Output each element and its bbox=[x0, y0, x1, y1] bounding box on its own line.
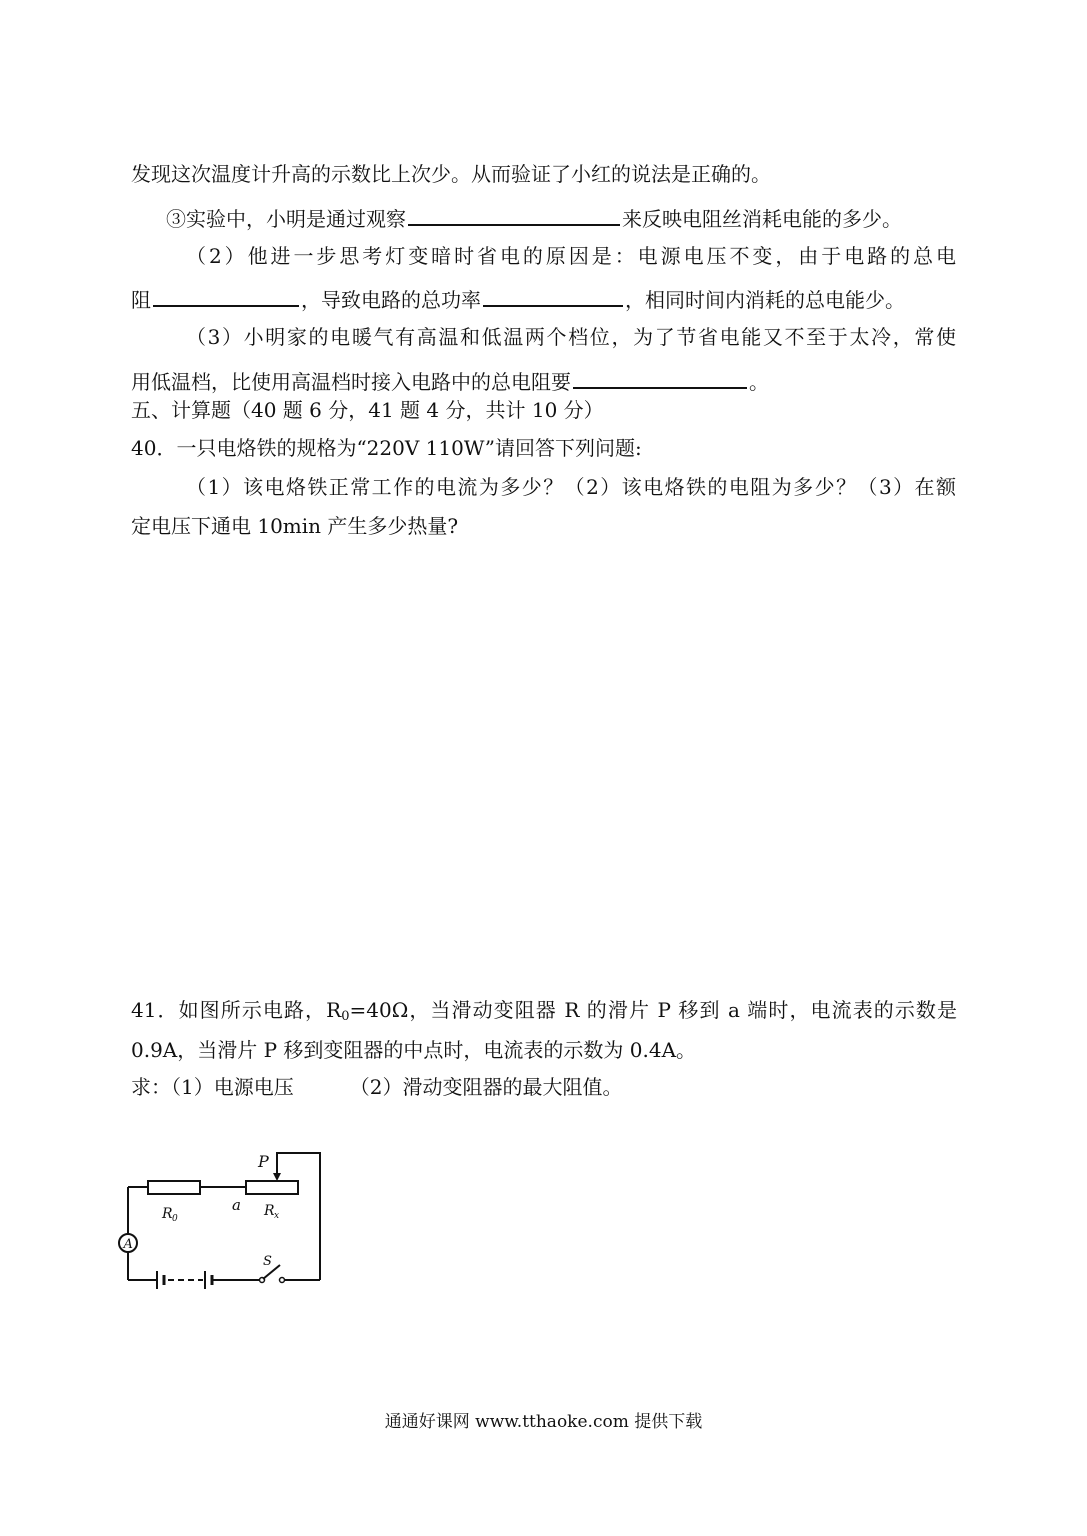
section-heading bbox=[131, 396, 604, 424]
question-3b-end: 。 bbox=[749, 370, 769, 394]
sentence-conclusion: 发现这次温度计升高的示数比上次少。从而验证了小红的说法是正确的。 bbox=[131, 162, 771, 186]
slider-arrow-icon bbox=[273, 1173, 281, 1181]
answer-blank-power[interactable] bbox=[483, 283, 623, 307]
question-40-parts-cont: 定电压下通电 10min 产生多少热量? bbox=[131, 514, 459, 538]
text-line-3 bbox=[186, 242, 956, 270]
circuit-diagram bbox=[115, 1125, 335, 1315]
answer-blank-total-resistance[interactable] bbox=[573, 365, 747, 389]
text-line-2 bbox=[166, 202, 902, 233]
question-2-text-b: ，导致电路的总功率 bbox=[301, 288, 481, 312]
r0-label-sub: 0 bbox=[172, 1214, 178, 1224]
slider-label-p: P bbox=[258, 1152, 269, 1171]
question-40-title: 40．一只电烙铁的规格为“220V 110W”请回答下列问题: bbox=[131, 436, 642, 460]
terminal-a-label: a bbox=[232, 1196, 241, 1214]
question-41-line-2: 0.9A，当滑片 P 移到变阻器的中点时，电流表的示数为 0.4A。 bbox=[131, 1038, 697, 1062]
question-2-text-c: ，相同时间内消耗的总电能少。 bbox=[625, 288, 905, 312]
section-5-title: 五、计算题（40 题 6 分，41 题 4 分，共计 10 分） bbox=[131, 398, 604, 422]
question-41-line-1: 41．如图所示电路，$R_0=40\Omega$，当滑动变阻器 R 的滑片 P 移到 a 端时，电流表的示数是 bbox=[131, 998, 957, 1024]
question-3b-prompt: （3）小明家的电暖气有高温和低温两个档位，为了节省电能又不至于太冷，常使 bbox=[186, 325, 956, 349]
text-line-1 bbox=[131, 160, 771, 188]
resistor-r0 bbox=[148, 1181, 200, 1194]
page-footer bbox=[0, 1410, 1087, 1434]
text-line-6 bbox=[131, 365, 769, 396]
switch-contact-right bbox=[280, 1278, 285, 1283]
text-line-5 bbox=[186, 323, 956, 351]
answer-blank-resistance[interactable] bbox=[153, 283, 299, 307]
wire-slider-right bbox=[277, 1153, 320, 1280]
rx-label-sub: x bbox=[274, 1211, 280, 1221]
r0-label: R bbox=[162, 1206, 173, 1222]
question-2-text-a: 阻 bbox=[131, 288, 151, 312]
answer-blank-observe[interactable] bbox=[408, 202, 620, 226]
question-40-parts: （1）该电烙铁正常工作的电流为多少？（2）该电烙铁的电阻为多少？（3）在额 bbox=[186, 475, 956, 499]
question-41-line-3: 求：（1）电源电压 （2）滑动变阻器的最大阻值。 bbox=[131, 1075, 623, 1099]
text-line-4 bbox=[131, 283, 905, 314]
ammeter-label: A bbox=[123, 1237, 133, 1252]
question-3-suffix: 来反映电阻丝消耗电能的多少。 bbox=[622, 207, 902, 231]
footer-text: 通通好课网 www.tthaoke.com 提供下载 bbox=[384, 1412, 703, 1432]
switch-label: S bbox=[263, 1254, 272, 1269]
question-3b-text: 用低温档，比使用高温档时接入电路中的总电阻要 bbox=[131, 370, 571, 394]
question-3-prompt: ③实验中，小明是通过观察 bbox=[166, 207, 406, 231]
rheostat-rx bbox=[246, 1181, 298, 1194]
rx-label: R bbox=[264, 1203, 275, 1219]
question-2-prompt: （2）他进一步思考灯变暗时省电的原因是：电源电压不变，由于电路的总电 bbox=[186, 244, 956, 268]
